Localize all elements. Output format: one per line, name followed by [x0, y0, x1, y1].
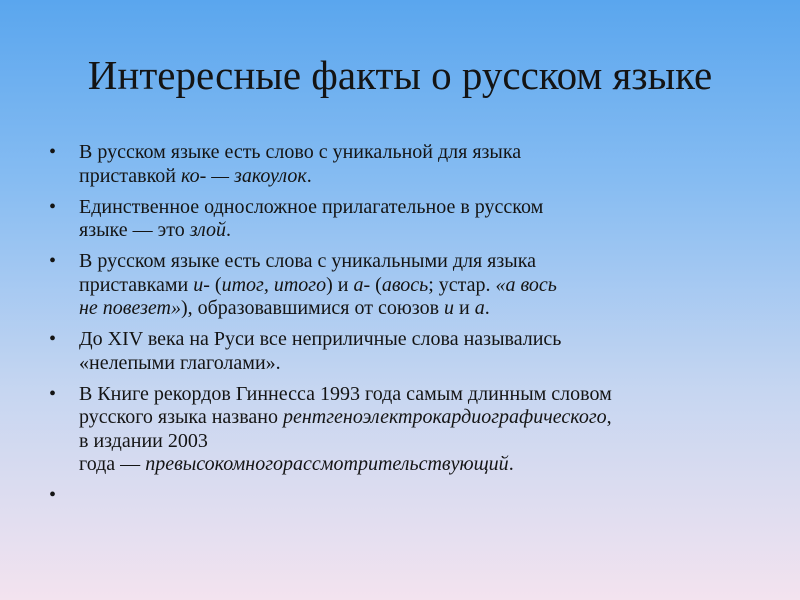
text-run: В Книге рекордов Гиннесса 1993 года самым длинным словом [79, 382, 612, 405]
list-item [49, 484, 769, 508]
text-run: в издании 2003 [79, 429, 208, 452]
bullet-icon: • [49, 141, 57, 163]
text-run: . [484, 297, 490, 319]
text-run: , [606, 406, 612, 428]
text-run: ) и [326, 273, 354, 296]
text-run: ; устар. [428, 273, 496, 296]
text-run: До XIV века на Руси все неприличные слова назывались [79, 328, 562, 350]
bullet-list [49, 141, 769, 515]
text-run: ( [209, 273, 222, 296]
italic-term: а- [353, 273, 371, 296]
italic-term: авось [381, 273, 429, 296]
text-run: и [454, 297, 475, 319]
list-item [49, 383, 769, 477]
italic-term: рентгеноэлектрокардиографического [282, 406, 607, 428]
italic-term: ко- — закоулок [181, 164, 307, 187]
list-item [49, 196, 769, 243]
text-run: В русском языке есть слова с уникальными для языка [79, 250, 537, 272]
text-run: приставками [79, 273, 194, 296]
bullet-line [79, 141, 769, 188]
bullet-line [79, 250, 769, 321]
italic-term: итог, итого [221, 273, 327, 296]
text-run: ), образовавшимися от союзов [180, 297, 445, 319]
text-run: русского языка названо [79, 406, 283, 428]
list-item [49, 328, 769, 375]
list-item [49, 250, 769, 321]
italic-term: и- [193, 273, 210, 296]
italic-term: злой [189, 219, 226, 241]
text-run: года — [79, 453, 146, 475]
italic-term: а [474, 297, 485, 319]
text-run: ( [370, 273, 382, 296]
text-run: языке — это [79, 219, 190, 241]
bullet-icon: • [49, 250, 57, 272]
bullet-icon: • [49, 382, 57, 405]
bullet-line [79, 196, 769, 243]
bullet-line [79, 484, 769, 508]
text-run: В русском языке есть слово с уникальной для языка [79, 141, 522, 163]
text-run: . [306, 164, 312, 187]
bullet-icon: • [49, 328, 57, 350]
slide-title: Интересные факты о русском языке [87, 52, 713, 98]
bullet-icon: • [49, 195, 57, 218]
bullet-line [79, 383, 769, 477]
text-run: . [225, 219, 231, 241]
bullet-line [79, 328, 769, 375]
bullet-icon: • [49, 484, 57, 506]
text-run: . [508, 453, 514, 475]
italic-term: не повезет» [79, 297, 181, 319]
text-run: «нелепыми глаголами». [79, 351, 281, 374]
italic-term: и [444, 297, 455, 319]
italic-term: «а вось [495, 273, 557, 296]
italic-term: превысокомногорассмотрительствующий [145, 453, 509, 475]
text-run: Единственное односложное прилагательное в русском [79, 195, 544, 218]
list-item [49, 141, 769, 188]
text-run: приставкой [79, 164, 181, 187]
